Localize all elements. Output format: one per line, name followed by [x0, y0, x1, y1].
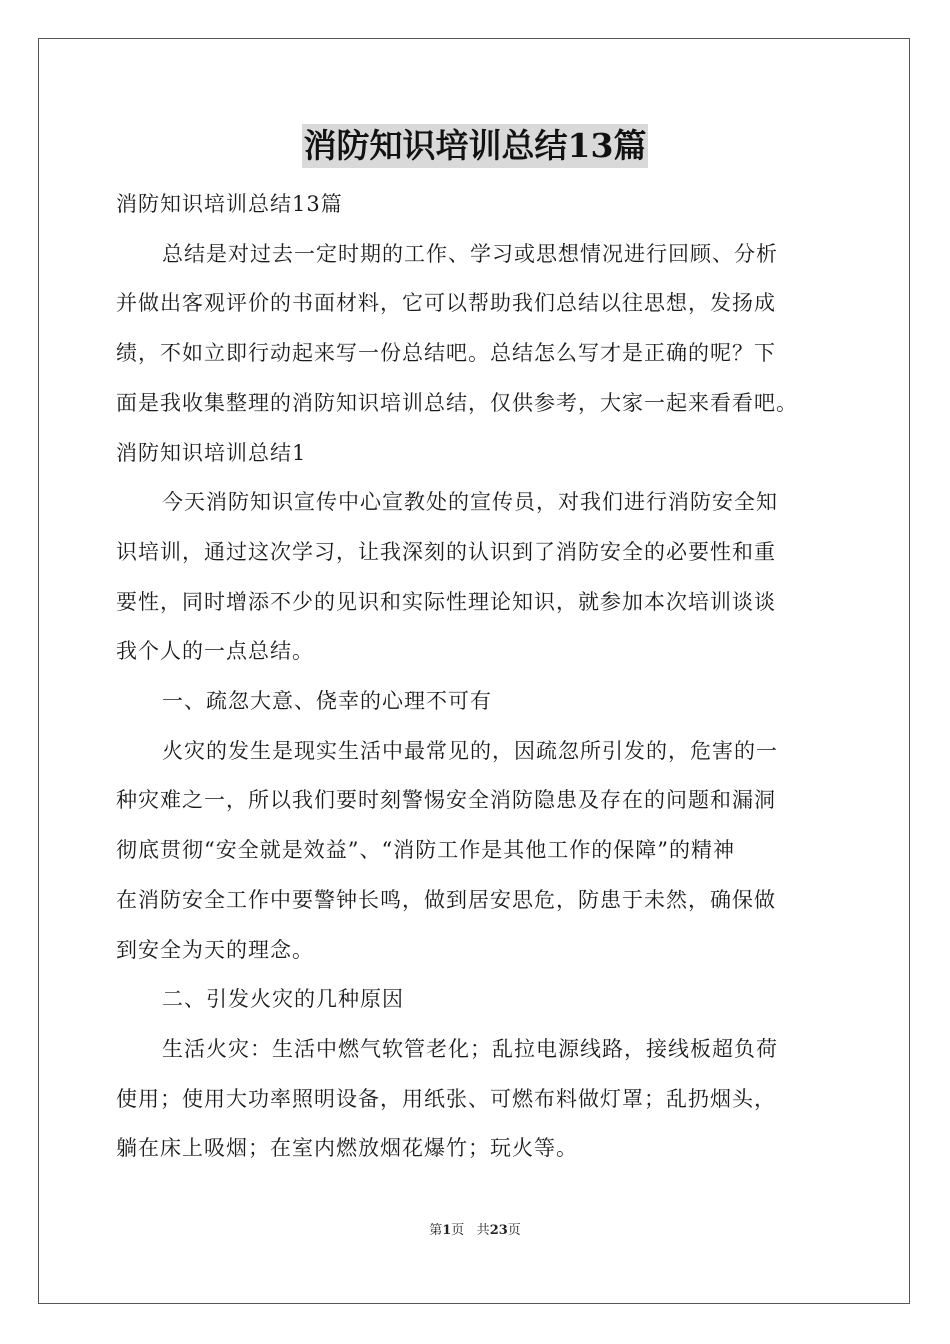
page-number: 1: [442, 1223, 452, 1238]
total-label-prefix: 共: [476, 1223, 490, 1238]
page-label-prefix: 第: [429, 1223, 443, 1238]
total-label-suffix: 页: [507, 1223, 521, 1238]
total-pages: 23: [489, 1223, 508, 1238]
text-line: 绩，不如立即行动起来写一份总结吧。总结怎么写才是正确的呢？下: [116, 341, 776, 366]
text-line: 彻底贯彻“安全就是效益”、“消防工作是其他工作的保障”的精神: [116, 838, 735, 863]
text-line: 面是我收集整理的消防知识培训总结，仅供参考，大家一起来看看吧。: [116, 390, 798, 415]
text-line: 识培训，通过这次学习，让我深刻的认识到了消防安全的必要性和重: [116, 539, 776, 564]
text-line: 到安全为天的理念。: [116, 937, 314, 962]
document-title: 消防知识培训总结13篇: [302, 124, 649, 168]
text-line: 我个人的一点总结。: [116, 639, 314, 664]
text-line: 总结是对过去一定时期的工作、学习或思想情况进行回顾、分析: [162, 241, 778, 266]
text-line: 生活火灾：生活中燃气软管老化；乱拉电源线路，接线板超负荷: [162, 1036, 778, 1061]
text-line: 种灾难之一，所以我们要时刻警惕安全消防隐患及存在的问题和漏洞: [116, 788, 776, 813]
text-line: 今天消防知识宣传中心宣教处的宣传员，对我们进行消防安全知: [162, 490, 778, 515]
text-line: 火灾的发生是现实生活中最常见的，因疏忽所引发的，危害的一: [162, 738, 778, 763]
text-line: 并做出客观评价的书面材料，它可以帮助我们总结以往思想，发扬成: [116, 291, 776, 316]
text-line: 躺在床上吸烟；在室内燃放烟花爆竹；玩火等。: [116, 1136, 578, 1161]
document-body: [116, 180, 842, 1174]
text-line: 在消防安全工作中要警钟长鸣，做到居安思危，防患于未然，确保做: [116, 887, 776, 912]
title-container: [0, 124, 950, 168]
text-line: 消防知识培训总结13篇: [116, 192, 343, 216]
text-line: 一、疏忽大意、侥幸的心理不可有: [162, 689, 492, 714]
page-footer: [0, 1219, 950, 1238]
text-line: 使用；使用大功率照明设备，用纸张、可燃布料做灯罩；乱扔烟头，: [116, 1086, 776, 1111]
text-line: 要性，同时增添不少的见识和实际性理论知识，就参加本次培训谈谈: [116, 589, 776, 614]
text-line: 消防知识培训总结1: [116, 440, 307, 465]
text-line: 二、引发火灾的几种原因: [162, 987, 404, 1012]
page-label-suffix: 页: [451, 1223, 465, 1238]
